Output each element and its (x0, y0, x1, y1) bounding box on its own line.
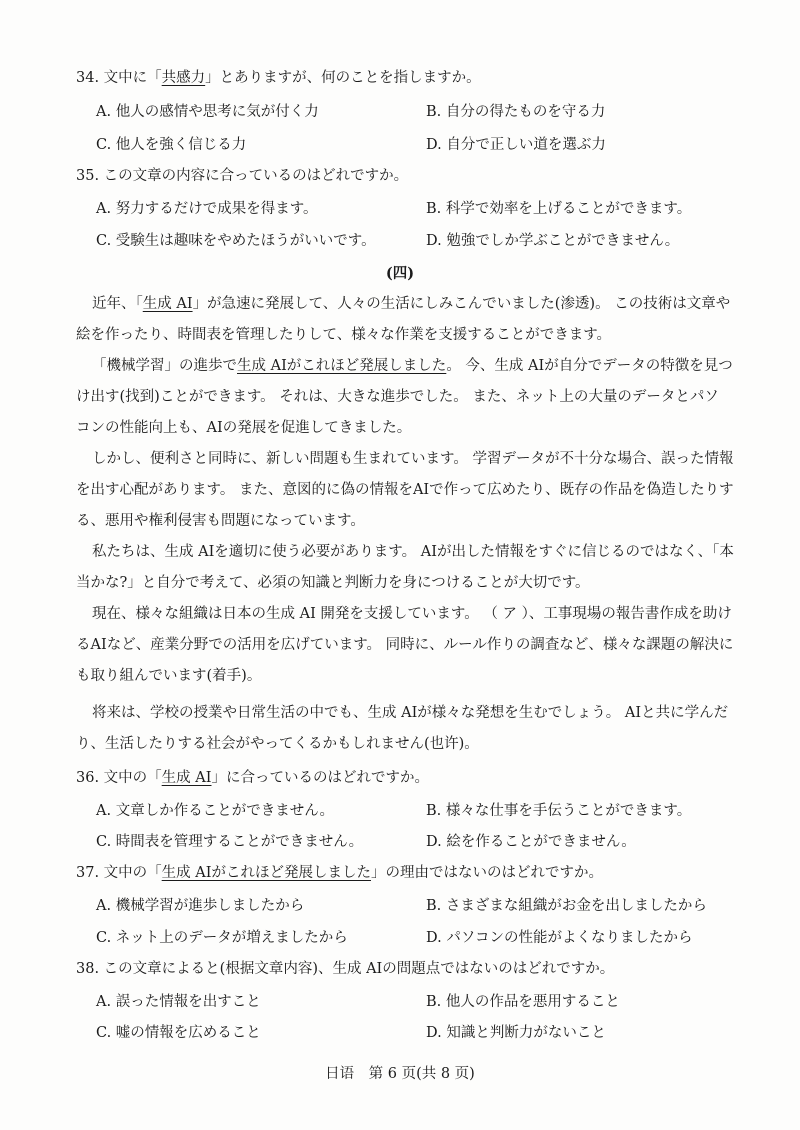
question-36-suffix: 」に合っているのはどれですか。 (211, 770, 429, 786)
question-34-prefix: 34. 文中に「 (76, 70, 162, 86)
question-37 (76, 861, 603, 882)
passage-paragraph-3 (76, 444, 736, 537)
question-35-option-b: B. 科学で効率を上げることができます。 (426, 201, 692, 217)
question-36-option-d: D. 絵を作ることができません。 (426, 834, 636, 850)
question-38-option-c: C. 嘘の情報を広めること (96, 1025, 261, 1041)
question-35-option-c: C. 受験生は趣味をやめたほうがいいです。 (96, 233, 376, 249)
question-34-suffix: 」とありますが、何のことを指しますか。 (205, 70, 481, 86)
question-37-option-d: D. パソコンの性能がよくなりましたから (426, 930, 693, 946)
p2-line1-pre: 「機械学習」の進歩で (92, 358, 237, 374)
question-36-option-c: C. 時間表を管理することができません。 (96, 834, 364, 850)
passage-paragraph-6 (76, 698, 736, 760)
p1-underlined-term: 生成 AI (142, 296, 193, 312)
p3-line1: しかし、便利さと同時に、新しい問題も生まれています。 学習データが不十分な場合、誤った情報 (92, 451, 734, 467)
question-34-underlined-term: 共感力 (161, 70, 206, 86)
question-37-suffix: 」の理由ではないのはどれですか。 (370, 865, 603, 881)
question-36 (76, 766, 429, 787)
question-34-option-a: A. 他人の感情や思考に気が付く力 (96, 104, 319, 120)
page-footer: 日语 第 6 页(共 8 页) (325, 1066, 475, 1082)
p1-line2: 絵を作ったり、時間表を管理したりして、様々な作業を支援することができます。 (76, 327, 612, 343)
p6-line1: 将来は、学校の授業や日常生活の中でも、生成 AIが様々な発想を生むでしょう。 AIと共に学んだ (92, 705, 729, 721)
passage-paragraph-4 (76, 537, 736, 599)
question-34-option-b: B. 自分の得たものを守る力 (426, 104, 606, 120)
question-37-option-a: A. 機械学習が進歩しましたから (96, 898, 305, 914)
p5-line1: 現在、様々な組織は日本の生成 AI 開発を支援しています。 （ ア ）、工事現場の報告書作成を助け (92, 606, 732, 622)
question-36-option-b: B. 様々な仕事を手伝うことができます。 (426, 803, 692, 819)
p2-underlined-phrase: 生成 AIがこれほど発展しました (237, 358, 447, 374)
p3-line2: を出す心配があります。 また、意図的に偽の情報をAIで作って広めたり、既存の作品を偽造したりす (76, 482, 734, 498)
section-title: (四) (385, 265, 415, 282)
question-37-option-b: B. さまざまな組織がお金を出しましたから (426, 898, 707, 914)
question-35-option-d: D. 勉強でしか学ぶことができません。 (426, 233, 680, 249)
passage-paragraph-2 (76, 351, 736, 444)
question-37-prefix: 37. 文中の「 (76, 865, 162, 881)
question-35-option-a: A. 努力するだけで成果を得ます。 (96, 201, 318, 217)
question-37-option-c: C. ネット上のデータが増えましたから (96, 930, 348, 946)
p2-line1-post: 。 今、生成 AIが自分でデータの特徴を見つ (446, 358, 733, 374)
question-36-option-a: A. 文章しか作ることができません。 (96, 803, 335, 819)
passage-paragraph-5 (76, 599, 736, 692)
p1-line1-pre: 近年、「 (92, 296, 143, 312)
p6-line2: り、生活したりする社会がやってくるかもしれません(也许)。 (76, 736, 479, 752)
question-38-option-d: D. 知識と判断力がないこと (426, 1025, 606, 1041)
passage-paragraph-1 (76, 289, 736, 351)
p4-line1: 私たちは、生成 AIを適切に使う必要があります。 AIが出した情報をすぐに信じるのではなく、「本 (92, 544, 734, 560)
question-38: 38. この文章によると(根据文章内容)、生成 AIの問題点ではないのはどれですか。 (76, 961, 615, 977)
question-36-underlined-term: 生成 AI (161, 770, 212, 786)
question-35: 35. この文章の内容に合っているのはどれですか。 (76, 168, 409, 184)
question-34 (76, 66, 481, 87)
question-38-option-b: B. 他人の作品を悪用すること (426, 994, 620, 1010)
p5-line3: も取り組んでいます(着手)。 (76, 668, 262, 684)
question-38-option-a: A. 誤った情報を出すこと (96, 994, 261, 1010)
p1-line1-post: 」が急速に発展して、人々の生活にしみこんでいました(渗透)。 この技術は文章や (192, 296, 731, 312)
p5-line2: るAIなど、産業分野での活用を広げています。 同時に、ルール作りの調査など、様々な課題の解決に (76, 637, 734, 653)
question-36-prefix: 36. 文中の「 (76, 770, 162, 786)
question-34-option-c: C. 他人を強く信じる力 (96, 137, 247, 153)
question-34-option-d: D. 自分で正しい道を選ぶ力 (426, 137, 606, 153)
p4-line2: 当かな?」と自分で考えて、必須の知識と判断力を身につけることが大切です。 (76, 575, 590, 591)
p2-line3: コンの性能向上も、AIの発展を促進してきました。 (76, 420, 412, 436)
question-37-underlined-phrase: 生成 AIがこれほど発展しました (161, 865, 371, 881)
p3-line3: る、悪用や権利侵害も問題になっています。 (76, 513, 365, 529)
p2-line2: け出す(找到)ことができます。 それは、大きな進歩でした。 また、ネット上の大量のデータとパソ (76, 389, 719, 405)
